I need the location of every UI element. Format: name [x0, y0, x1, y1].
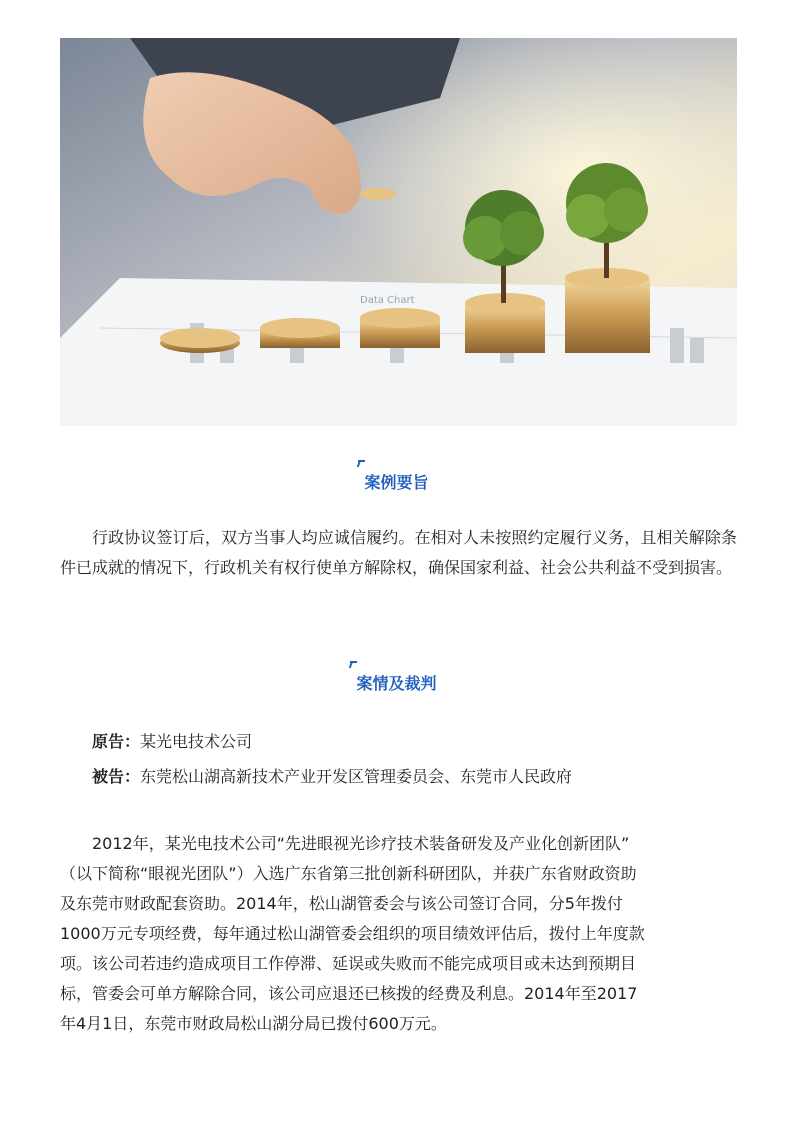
chart-caption: Data Chart	[360, 295, 415, 306]
summary-text: 行政协议签订后，双方当事人均应诚信履约。在相对人未按照约定履行义务，且相关解除条件已成就的情况下，行政机关有权行使单方解除权，确保国家利益、社会公共利益不受到损害。	[60, 528, 737, 577]
heading-corner-icon	[350, 661, 357, 668]
heading-corner-icon	[358, 460, 365, 467]
section-heading-summary	[0, 470, 793, 493]
summary-paragraph	[60, 523, 737, 583]
section-heading-case-text: 案情及裁判	[356, 674, 437, 693]
defendant-label: 被告	[92, 767, 125, 786]
case-facts-line: 及东莞市财政配套资助。2014年，松山湖管委会与该公司签订合同，分5年拨付	[60, 894, 623, 913]
plaintiff-line	[92, 729, 252, 752]
case-facts-line: 2012年，某光电技术公司“先进眼视光诊疗技术装备研发及产业化创新团队”	[92, 834, 630, 853]
case-facts-line: （以下简称“眼视光团队”）入选广东省第三批创新科研团队，并获广东省财政资助	[60, 864, 637, 883]
plaintiff-value: 某光电技术公司	[140, 732, 253, 751]
case-facts-line: 标，管委会可单方解除合同，该公司应退还已核拨的经费及利息。2014年至2017	[60, 984, 638, 1003]
case-facts-paragraph	[60, 829, 737, 1039]
defendant-value: 东莞松山湖高新技术产业开发区管理委员会、东莞市人民政府	[140, 767, 573, 786]
plaintiff-label: 原告	[92, 732, 125, 751]
section-heading-case	[0, 671, 793, 694]
defendant-sep: ：	[124, 767, 141, 786]
defendant-line	[92, 764, 572, 787]
hero-image	[60, 38, 737, 426]
section-heading-summary-text: 案例要旨	[364, 473, 429, 492]
case-facts-line: 1000万元专项经费，每年通过松山湖管委会组织的项目绩效评估后，拨付上年度款	[60, 924, 645, 943]
case-facts-line: 项。该公司若违约造成项目工作停滞、延误或失败而不能完成项目或未达到预期目	[60, 954, 637, 973]
plaintiff-sep: ：	[124, 732, 141, 751]
case-facts-line: 年4月1日，东莞市财政局松山湖分局已拨付600万元。	[60, 1014, 447, 1033]
